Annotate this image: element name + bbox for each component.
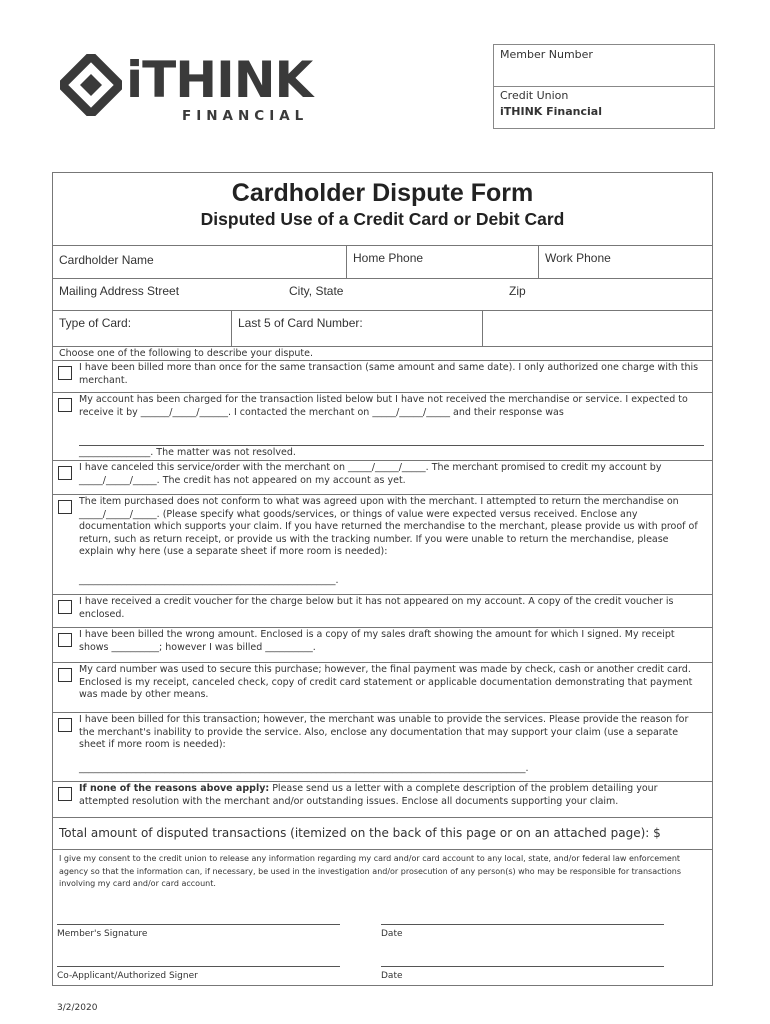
option-bold-lead: If none of the reasons above apply: bbox=[79, 783, 270, 794]
home-phone-label: Home Phone bbox=[353, 251, 424, 265]
name-phone-row bbox=[53, 245, 712, 279]
option-wrong-amount bbox=[53, 627, 712, 663]
checkbox[interactable] bbox=[58, 718, 72, 732]
form-subtitle: Disputed Use of a Credit Card or Debit Card bbox=[200, 209, 565, 229]
city-state-label: City, State bbox=[289, 284, 344, 298]
city-state-field[interactable] bbox=[283, 279, 503, 311]
option-text: I have been billed the wrong amount. Enclosed is a copy of my sales draft showing the amount for which I signed. My receipt shows __________; however I was billed __________. bbox=[79, 629, 675, 653]
option-text: The item purchased does not conform to what was agreed upon with the merchant. I attempted to return the merchandise on _____/_____/_____. (Please specify what goods/services, or things of value were expected versus received. Enclose any documentation which supports your claim. If you have returned the merchandise to the merchant, please provide us with proof of return, such as return receipt, or provide us with the tracking number. If you were unable to return the merchandise, please explain why here (use a separate sheet if more room is needed): bbox=[79, 496, 698, 557]
checkbox[interactable] bbox=[58, 668, 72, 682]
checkbox[interactable] bbox=[58, 787, 72, 801]
zip-label: Zip bbox=[509, 284, 526, 298]
option-credit-voucher bbox=[53, 594, 712, 628]
date-line-2[interactable] bbox=[381, 966, 664, 967]
member-signature-line[interactable] bbox=[57, 924, 340, 925]
work-phone-label: Work Phone bbox=[545, 251, 611, 265]
option-not-received bbox=[53, 392, 712, 461]
credit-union-value: iTHINK Financial bbox=[500, 105, 602, 118]
coapplicant-signature-label: Co-Applicant/Authorized Signer bbox=[57, 971, 198, 981]
member-signature-label: Member's Signature bbox=[57, 929, 148, 939]
mailing-address-label: Mailing Address Street bbox=[59, 284, 180, 298]
checkbox[interactable] bbox=[58, 600, 72, 614]
option-text: My account has been charged for the transaction listed below but I have not received the merchandise or service. I expected to receive it by ______/_____/______. I contacted the merchant on _____/_____/_____ and their response was bbox=[79, 394, 688, 418]
date-line-1[interactable] bbox=[381, 924, 664, 925]
logo-subtitle: FINANCIAL bbox=[182, 108, 309, 124]
member-info-box bbox=[493, 44, 715, 129]
option-service-not-provided bbox=[53, 712, 712, 782]
work-phone-field[interactable] bbox=[538, 246, 712, 279]
option-canceled bbox=[53, 460, 712, 495]
last5-field[interactable] bbox=[231, 311, 482, 347]
option-text-continued: _______________. The matter was not resolved. bbox=[79, 447, 296, 458]
option-body: Please send us a letter with a complete description of the problem detailing your attempted resolution with the merchant and/or outstanding issues. Enclose all documents supporting your claim. bbox=[79, 783, 658, 807]
logo-wordmark: iTHINK bbox=[126, 51, 313, 109]
total-amount-label: Total amount of disputed transactions (itemized on the back of this page or on an attached page): $ bbox=[59, 826, 661, 840]
option-text-continued: ______________________________________________________________________________________________. bbox=[79, 763, 529, 774]
option-text bbox=[79, 783, 704, 808]
checkbox[interactable] bbox=[58, 398, 72, 412]
option-text: I have been billed for this transaction; however, the merchant was unable to provide the services. Please provide the reason for the merchant's inability to provide the service. Also, enclose any documentation that may support your claim (use a separate sheet if more room is needed): bbox=[79, 714, 689, 750]
option-text: My card number was used to secure this purchase; however, the final payment was made by check, cash or another credit card. Enclosed is my receipt, canceled check, copy of credit card statement or applicable documentation demonstrating that payment was made by other means. bbox=[79, 664, 693, 700]
card-info-row bbox=[53, 310, 712, 347]
address-row bbox=[53, 278, 712, 311]
form-title: Cardholder Dispute Form bbox=[231, 179, 534, 207]
consent-section bbox=[53, 849, 712, 985]
last5-input[interactable] bbox=[482, 311, 712, 347]
choose-prompt: Choose one of the following to describe your dispute. bbox=[59, 348, 313, 359]
zip-field[interactable] bbox=[503, 279, 712, 311]
dispute-form bbox=[52, 172, 713, 986]
coapplicant-signature-line[interactable] bbox=[57, 966, 340, 967]
option-nonconforming bbox=[53, 494, 712, 595]
member-number-field[interactable] bbox=[494, 45, 714, 86]
credit-union-label: Credit Union bbox=[500, 89, 569, 102]
option-duplicate-charge bbox=[53, 360, 712, 393]
checkbox[interactable] bbox=[58, 500, 72, 514]
cardholder-name-label: Cardholder Name bbox=[59, 253, 154, 267]
option-text-continued: ______________________________________________________. bbox=[79, 575, 339, 586]
last5-label: Last 5 of Card Number: bbox=[238, 316, 363, 330]
option-text: I have received a credit voucher for the charge below but it has not appeared on my account. A copy of the credit voucher is enclosed. bbox=[79, 596, 674, 620]
ithink-logo bbox=[60, 52, 340, 124]
checkbox[interactable] bbox=[58, 633, 72, 647]
mailing-address-field[interactable] bbox=[53, 279, 283, 311]
date-label-1: Date bbox=[381, 929, 403, 939]
type-of-card-field[interactable] bbox=[53, 311, 231, 347]
total-amount-row[interactable] bbox=[53, 817, 712, 849]
checkbox[interactable] bbox=[58, 466, 72, 480]
member-number-label: Member Number bbox=[500, 48, 593, 61]
checkbox[interactable] bbox=[58, 366, 72, 380]
option-paid-other-means bbox=[53, 662, 712, 713]
option-text: I have been billed more than once for the same transaction (same amount and same date). I only authorized one charge with this merchant. bbox=[79, 362, 699, 386]
divider bbox=[53, 346, 712, 347]
date-label-2: Date bbox=[381, 971, 403, 981]
option-text: I have canceled this service/order with the merchant on _____/_____/_____. The merchant promised to credit my account by _____/_____/_____. The credit has not appeared on my account as yet. bbox=[79, 462, 662, 486]
response-line[interactable] bbox=[79, 431, 704, 446]
home-phone-field[interactable] bbox=[346, 246, 538, 279]
credit-union-field bbox=[494, 86, 714, 127]
option-none-apply bbox=[53, 781, 712, 818]
diamond-logo-icon bbox=[60, 54, 122, 116]
consent-text: I give my consent to the credit union to release any information regarding my card and/or card account to any local, state, and/or federal law enforcement agency so that the information can, if necessary, be used in the investigation and/or prosecution of any person(s) who may be responsible for transactions involving my card and/or card account. bbox=[59, 854, 682, 888]
cardholder-name-field[interactable] bbox=[53, 246, 346, 279]
revision-date: 3/2/2020 bbox=[57, 1003, 98, 1013]
type-of-card-label: Type of Card: bbox=[59, 316, 132, 330]
